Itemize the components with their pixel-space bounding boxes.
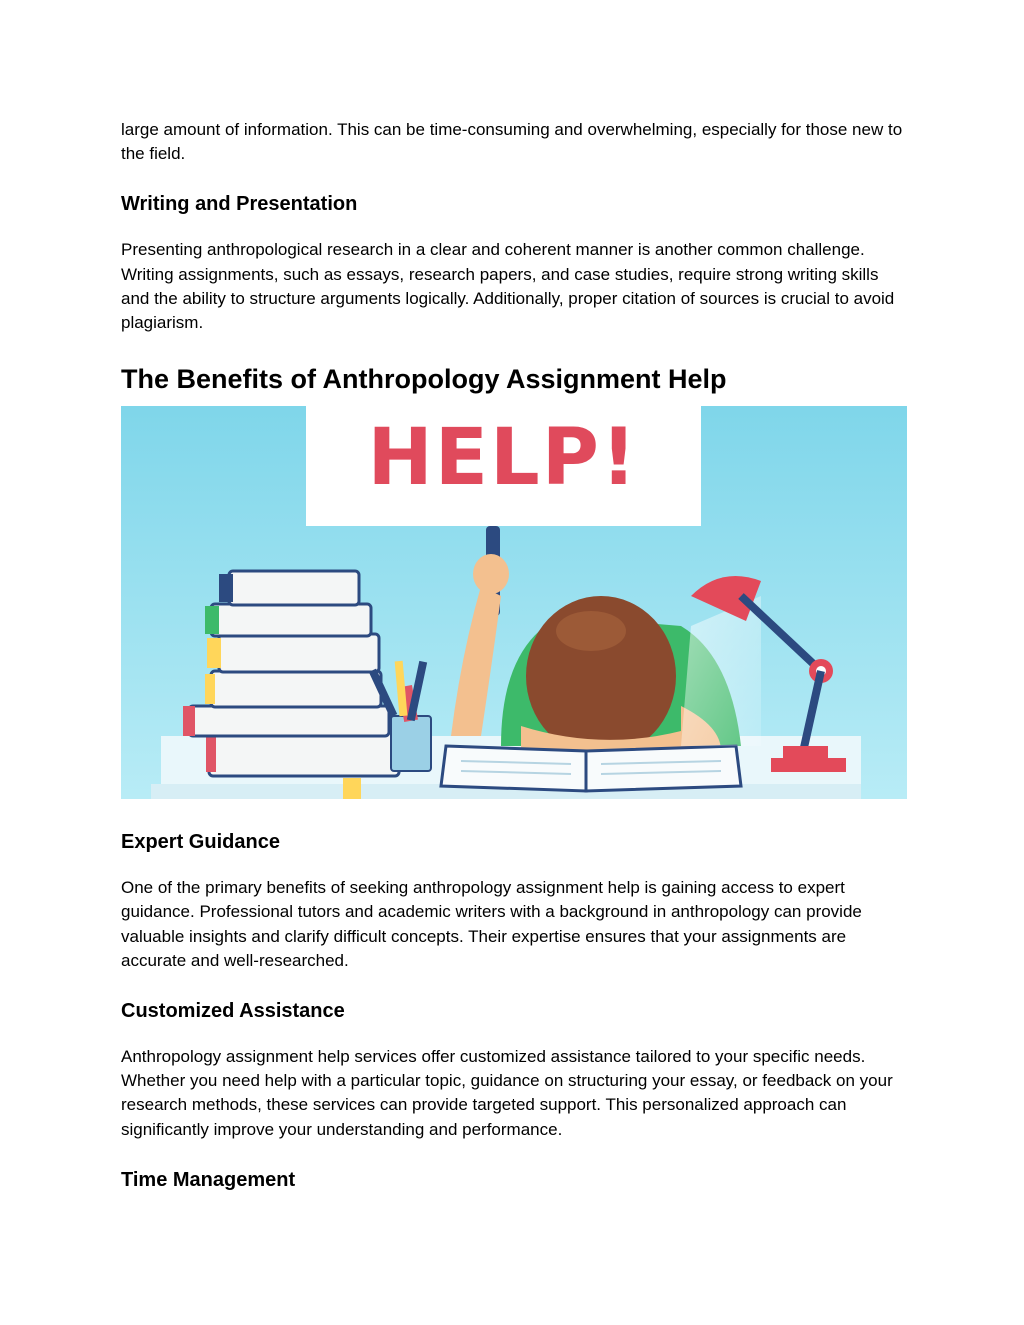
document-page [121, 118, 907, 1192]
expert-paragraph: One of the primary benefits of seeking anthropology assignment help is gaining access to expert guidance. Professional tutors and academic writers with a background in anthropology can provide valuable insights and clarify difficult concepts. Their expertise ensures that your assignments are accurate and well-researched. [121, 878, 862, 970]
sign-text: HELP! [367, 413, 639, 504]
help-illustration [121, 406, 907, 799]
customized-paragraph: Anthropology assignment help services offer customized assistance tailored to your specific needs. Whether you need help with a particular topic, guidance on structuring your essay, or feedback on your research methods, these services can provide targeted support. This personalized approach can significantly improve your understanding and performance. [121, 1047, 893, 1139]
expert-heading: Expert Guidance [121, 831, 280, 854]
writing-paragraph: Presenting anthropological research in a clear and coherent manner is another common challenge. Writing assignments, such as essays, research papers, and case studies, require strong writing skills and the ability to structure arguments logically. Additionally, proper citation of sources is crucial to avoid plagiarism. [121, 240, 895, 333]
open-book [441, 746, 741, 791]
book-stack [183, 571, 399, 799]
writing-heading: Writing and Presentation [121, 193, 358, 216]
benefits-title: The Benefits of Anthropology Assignment Help [121, 364, 727, 395]
time-heading: Time Management [121, 1168, 296, 1191]
customized-heading: Customized Assistance [121, 1000, 345, 1023]
intro-paragraph: large amount of information. This can be time-consuming and overwhelming, especially for those new to the field. [121, 120, 903, 164]
